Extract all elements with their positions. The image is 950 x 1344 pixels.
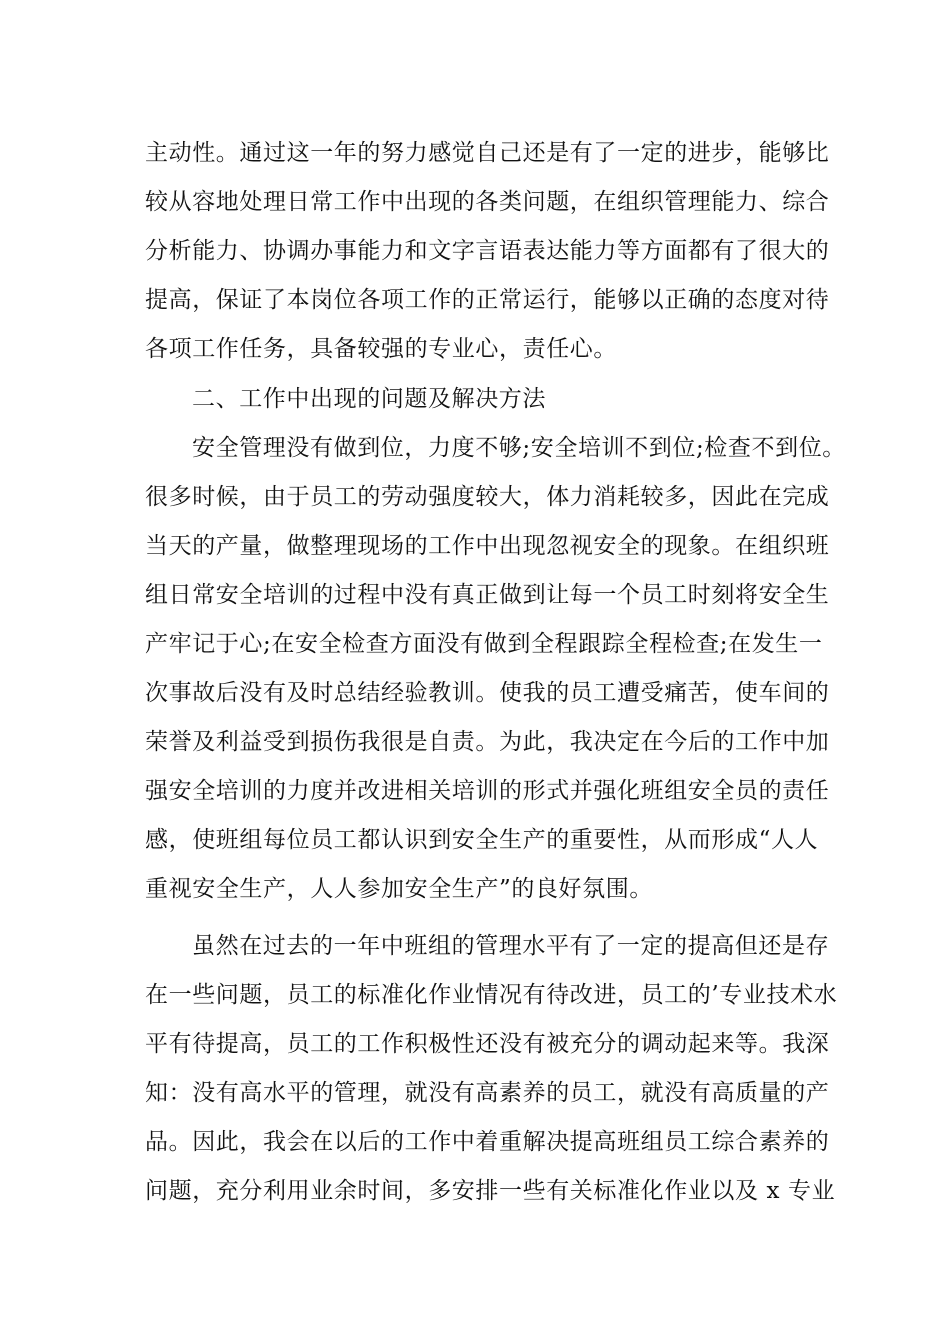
text-line: 在一些问题，员工的标准化作业情况有待改进，员工的’专业技术水: [145, 982, 838, 1008]
text-line: 强安全培训的力度并改进相关培训的形式并强化班组安全员的责任: [145, 778, 830, 804]
text-line: 平有待提高，员工的工作积极性还没有被充分的调动起来等。我深: [145, 1031, 830, 1057]
text-line: 品。因此，我会在以后的工作中着重解决提高班组员工综合素养的: [145, 1129, 830, 1155]
text-line: 主动性。通过这一年的努力感觉自己还是有了一定的进步，能够比: [145, 140, 830, 166]
text-line: 当天的产量，做整理现场的工作中出现忽视安全的现象。在组织班: [145, 533, 830, 559]
text-line: 分析能力、协调办事能力和文字言语表达能力等方面都有了很大的: [145, 238, 830, 264]
text-line: 问题，充分利用业余时间，多安排一些有关标准化作业以及 x 专业: [145, 1178, 836, 1204]
text-line: 重视安全生产，人人参加安全生产”的良好氛围。: [145, 876, 653, 902]
text-line: 产牢记于心;在安全检查方面没有做到全程跟踪全程检查;在发生一: [145, 631, 823, 657]
text-line: 次事故后没有及时总结经验教训。使我的员工遭受痛苦，使车间的: [145, 680, 830, 706]
text-line: 各项工作任务，具备较强的专业心，责任心。: [145, 336, 617, 362]
text-line: 虽然在过去的一年中班组的管理水平有了一定的提高但还是存: [192, 933, 830, 959]
text-line: 较从容地处理日常工作中出现的各类问题，在组织管理能力、综合: [145, 189, 830, 215]
text-line: 荣誉及利益受到损伤我很是自责。为此，我决定在今后的工作中加: [145, 729, 830, 755]
text-line: 组日常安全培训的过程中没有真正做到让每一个员工时刻将安全生: [145, 582, 830, 608]
text-line: 很多时候，由于员工的劳动强度较大，体力消耗较多，因此在完成: [145, 484, 830, 510]
text-line: 提高，保证了本岗位各项工作的正常运行，能够以正确的态度对待: [145, 287, 830, 313]
section-heading: 二、工作中出现的问题及解决方法: [192, 386, 546, 412]
text-line: 安全管理没有做到位，力度不够;安全培训不到位;检查不到位。: [192, 435, 846, 461]
text-line: 知：没有高水平的管理，就没有高素养的员工，就没有高质量的产: [145, 1080, 830, 1106]
text-line: 感，使班组每位员工都认识到安全生产的重要性，从而形成“人人: [145, 827, 819, 853]
